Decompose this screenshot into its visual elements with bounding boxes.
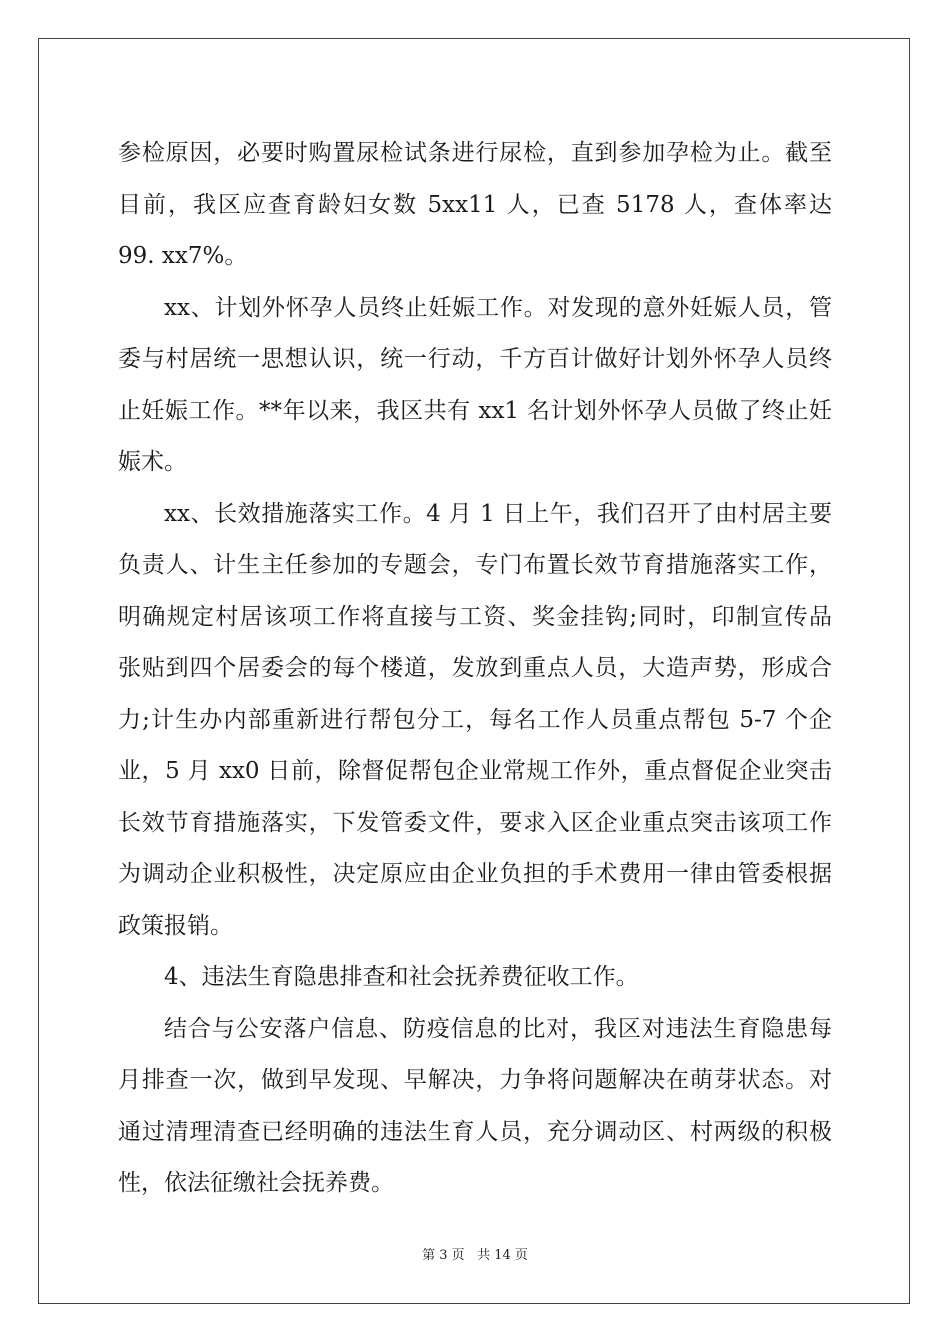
- paragraph: [118, 489, 832, 953]
- text-line: 目前，我区应查育龄妇女数 5xx11 人，已查 5178 人，查体率达: [118, 191, 832, 218]
- paragraph: [118, 128, 832, 283]
- text-line: 长效节育措施落实，下发管委文件，要求入区企业重点突击该项工作: [118, 809, 832, 836]
- text-line: 通过清理清查已经明确的违法生育人员，充分调动区、村两级的积极: [118, 1118, 832, 1145]
- text-line: 止妊娠工作。**年以来，我区共有 xx1 名计划外怀孕人员做了终止妊: [118, 397, 832, 424]
- text-line: xx、计划外怀孕人员终止妊娠工作。对发现的意外妊娠人员，管: [164, 294, 832, 321]
- text-line: 月排查一次，做到早发现、早解决，力争将问题解决在萌芽状态。对: [118, 1067, 832, 1093]
- text-line: 张贴到四个居委会的每个楼道，发放到重点人员，大造声势，形成合: [118, 655, 832, 681]
- paragraph: [118, 283, 832, 489]
- document-body: [118, 128, 832, 1210]
- page-footer: [0, 1247, 950, 1265]
- text-line: 娠术。: [118, 449, 187, 475]
- page-total: 共 14 页: [477, 1248, 528, 1263]
- text-line: xx、长效措施落实工作。4 月 1 日上午，我们召开了由村居主要: [164, 500, 832, 527]
- text-line: 99. xx7%。: [118, 243, 248, 269]
- text-line: 负责人、计生主任参加的专题会，专门布置长效节育措施落实工作，: [118, 552, 832, 578]
- text-line: 力;计生办内部重新进行帮包分工，每名工作人员重点帮包 5-7 个企: [118, 706, 832, 733]
- text-line: 委与村居统一思想认识，统一行动，千方百计做好计划外怀孕人员终: [118, 346, 832, 372]
- text-line: 参检原因，必要时购置尿检试条进行尿检，直到参加孕检为止。截至: [118, 140, 832, 166]
- text-line: 结合与公安落户信息、防疫信息的比对，我区对违法生育隐患每: [164, 1015, 832, 1042]
- text-line: 4、违法生育隐患排查和社会抚养费征收工作。: [164, 964, 639, 990]
- text-line: 性，依法征缴社会抚养费。: [118, 1170, 394, 1196]
- text-line: 业，5 月 xx0 日前，除督促帮包企业常规工作外，重点督促企业突击: [118, 758, 832, 784]
- paragraph: [118, 1004, 832, 1210]
- text-line: 政策报销。: [118, 912, 233, 939]
- page-number: 第 3 页: [422, 1248, 465, 1263]
- text-line: 为调动企业积极性，决定原应由企业负担的手术费用一律由管委根据: [118, 861, 832, 887]
- paragraph: [118, 952, 832, 1004]
- text-line: 明确规定村居该项工作将直接与工资、奖金挂钩;同时，印制宣传品: [118, 603, 832, 630]
